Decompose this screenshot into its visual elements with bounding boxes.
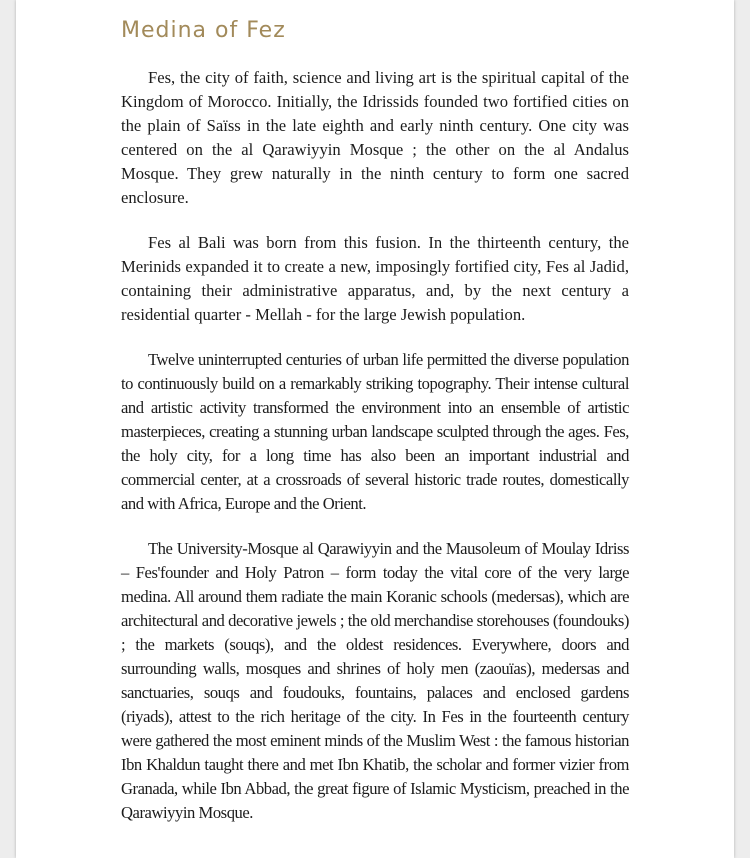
article-body bbox=[121, 13, 629, 846]
page-title: Medina of Fez bbox=[121, 18, 286, 43]
document-page bbox=[16, 0, 734, 858]
paragraph-1: Fes, the city of faith, science and living art is the spiritual capital of the Kingdom of Morocco. Initially, the Idrissids founded two fortified cities on the plain of Saïss in the late eighth and early ninth century. One city was centered on the al Qarawiyyin Mosque ; the other on the al Andalus Mosque. They grew naturally in the ninth century to form one sacred enclosure. bbox=[121, 68, 629, 207]
paragraph-3: Twelve uninterrupted centuries of urban life permitted the diverse population to continuously build on a remarkably striking topography. Their intense cultural and artistic activity transformed the environment into an ensemble of artistic masterpieces, creating a stunning urban landscape sculpted through the ages. Fes, the holy city, for a long time has also been an important industrial and commercial center, at a crossroads of several historic trade routes, domestically and with Africa, Europe and the Orient. bbox=[121, 350, 629, 513]
paragraph-2: Fes al Bali was born from this fusion. In the thirteenth century, the Merinids expanded it to create a new, imposingly fortified city, Fes al Jadid, containing their administrative apparatus, and, by the next century a residential quarter - Mellah - for the large Jewish population. bbox=[121, 233, 629, 324]
paragraph-4: The University-Mosque al Qarawiyyin and the Mausoleum of Moulay Idriss – Fes'founder and Holy Patron – form today the vital core of the very large medina. All around them radiate the main Koranic schools (medersas), which are architectural and decorative jewels ; the old merchandise storehouses (foundouks) ; the markets (souqs), and the oldest residences. Everywhere, doors and surrounding walls, mosques and shrines of holy men (zaouïas), medersas and sanctuaries, souqs and foudouks, fountains, palaces and enclosed gardens (riyads), attest to the rich heritage of the city. In Fes in the fourteenth century were gathered the most eminent minds of the Muslim West : the famous historian Ibn Khaldun taught there and met Ibn Khatib, the scholar and former vizier from Granada, while Ibn Abbad, the great figure of Islamic Mysticism, preached in the Qarawiyyin Mosque. bbox=[121, 539, 629, 822]
